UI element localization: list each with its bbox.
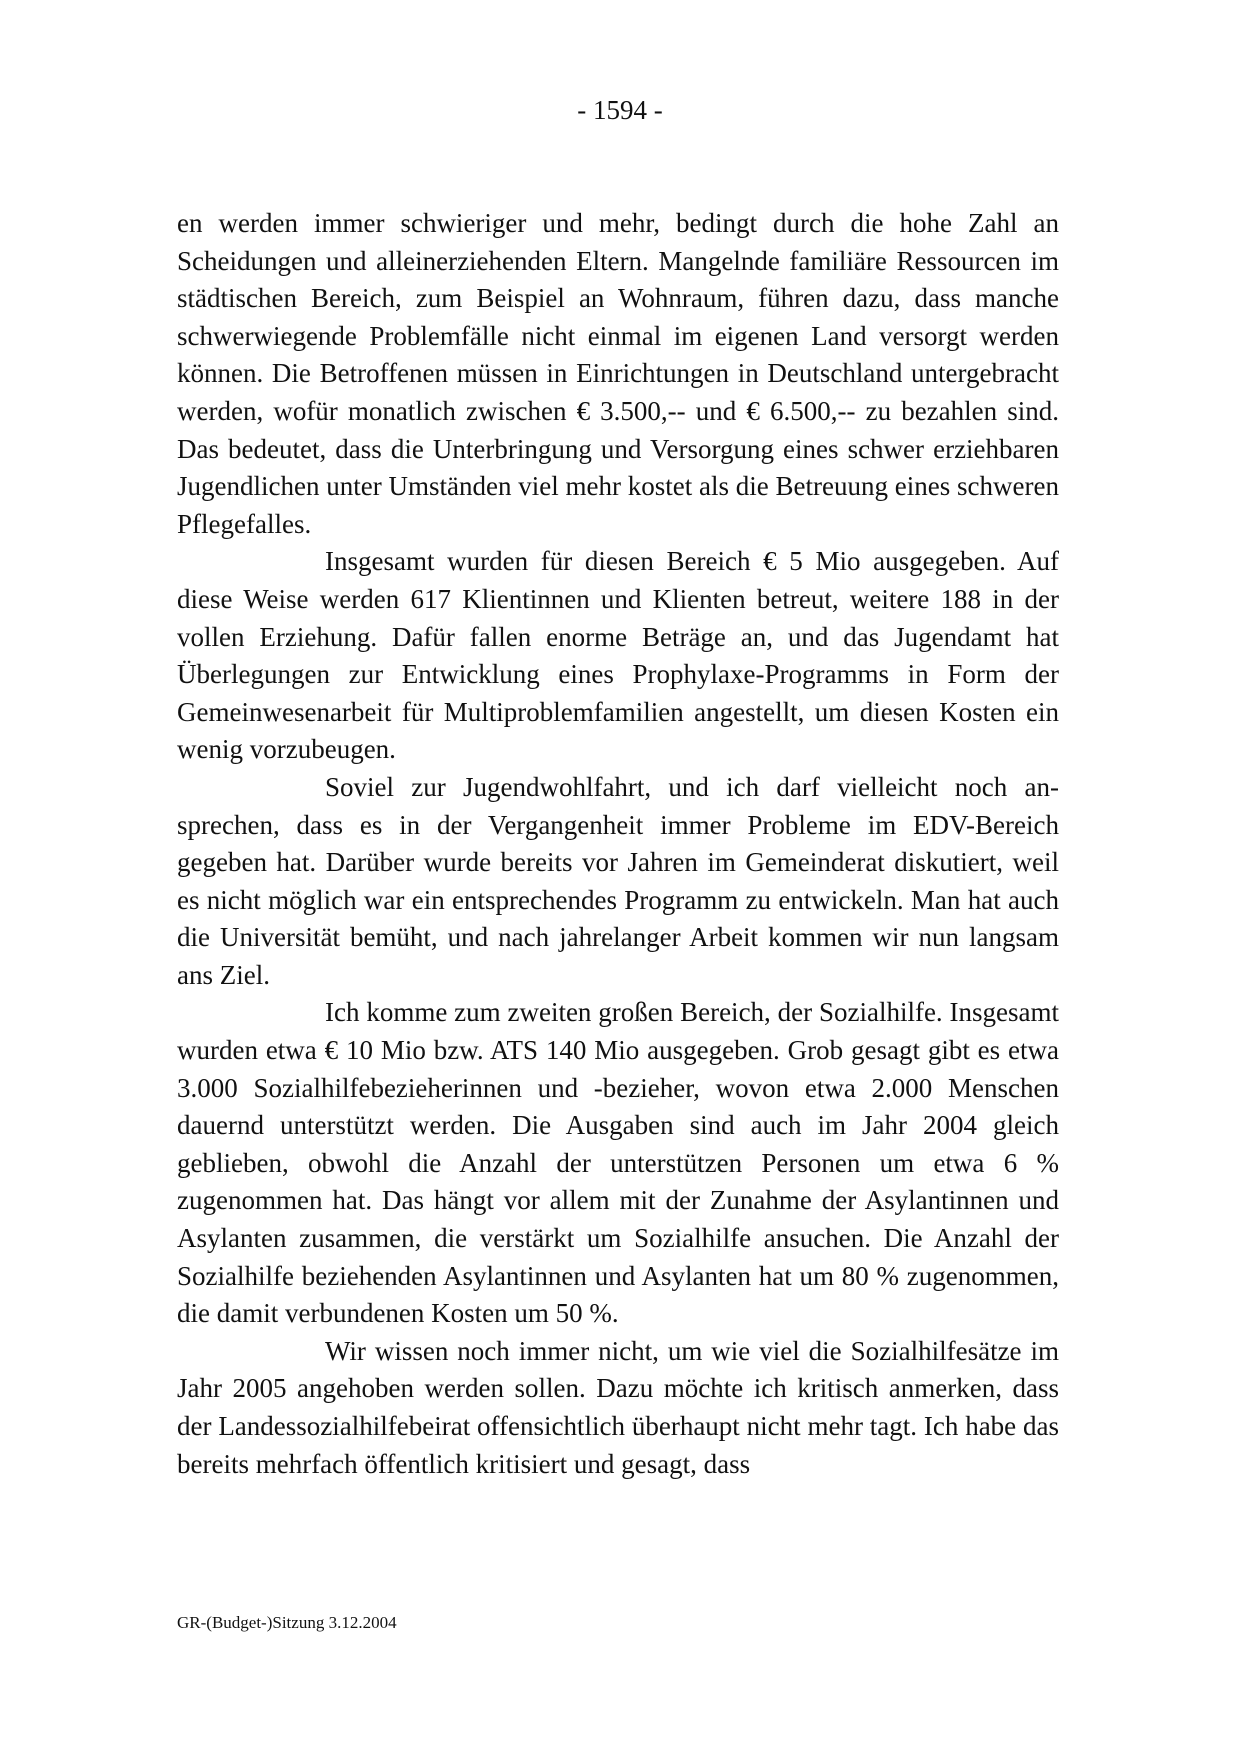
paragraph: Insgesamt wurden für diesen Bereich € 5 Mio ausgegeben. Auf diese Weise werden 617 Klientinnen und Klienten betreut, weitere 188 in der vollen Erziehung. Dafür fallen enorme Beträge an, und das Jugendamt hat Überlegungen zur Entwicklung eines Prophylaxe-Programms in Form der Gemeinwesenarbeit für Multiproblemfamilien angestellt, um diesen Kosten ein wenig vorzubeugen. xyxy=(177,546,1059,765)
paragraph: Wir wissen noch immer nicht, um wie viel die Sozialhilfesätze im Jahr 2005 angehoben werden sollen. Dazu möchte ich kritisch anmerken, dass der Landessozialhilfebeirat offensichtlich überhaupt nicht mehr tagt. Ich habe das bereits mehrfach öffentlich kritisiert und gesagt, dass xyxy=(177,1335,1059,1479)
paragraph: Soviel zur Jugendwohlfahrt, und ich darf vielleicht noch ansprechen, dass es in der Vergangenheit immer Probleme im EDV-Bereich gegeben hat. Darüber wurde bereits vor Jahren im Gemeinderat diskutiert, weil es nicht möglich war ein entsprechendes Programm zu entwickeln. Man hat auch die Universität bemüht, und nach jahrelanger Arbeit kommen wir nun langsam ans Ziel. xyxy=(177,771,1059,990)
page-number: - 1594 - xyxy=(577,95,663,125)
paragraph: Ich komme zum zweiten großen Bereich, der Sozialhilfe. Insgesamt wurden etwa € 10 Mio bzw. ATS 140 Mio ausgegeben. Grob gesagt gibt es etwa 3.000 Sozialhilfebezieherinnen und -bezieher, wovon etwa 2.000 Menschen dauernd unterstützt werden. Die Ausgaben sind auch im Jahr 2004 gleich geblieben, obwohl die Anzahl der unterstützen Personen um etwa 6 % zugenommen hat. Das hängt vor allem mit der Zunahme der Asylantinnen und Asylanten zusammen, die verstärkt um Sozialhilfe ansuchen. Die Anzahl der Sozialhilfe beziehenden Asylantinnen und Asylanten hat um 80 % zugenommen, die damit verbundenen Kosten um 50 %. xyxy=(177,997,1059,1329)
document-body xyxy=(177,205,1059,1483)
paragraph: en werden immer schwieriger und mehr, bedingt durch die hohe Zahl an Scheidungen und alleinerziehenden Eltern. Mangelnde familiäre Ressourcen im städtischen Bereich, zum Beispiel an Wohnraum, führen dazu, dass manche schwerwiegende Problemfälle nicht einmal im eigenen Land versorgt werden können. Die Betroffenen müssen in Einrichtungen in Deutschland untergebracht werden, wofür monatlich zwischen € 3.500,-- und € 6.500,-- zu bezahlen sind. Das bedeutet, dass die Unterbringung und Versorgung eines schwer erziehbaren Jugendlichen unter Umständen viel mehr kostet als die Betreuung eines schweren Pflegefalles. xyxy=(177,208,1059,539)
footer-session-label: GR-(Budget-)Sitzung 3.12.2004 xyxy=(177,1613,397,1632)
